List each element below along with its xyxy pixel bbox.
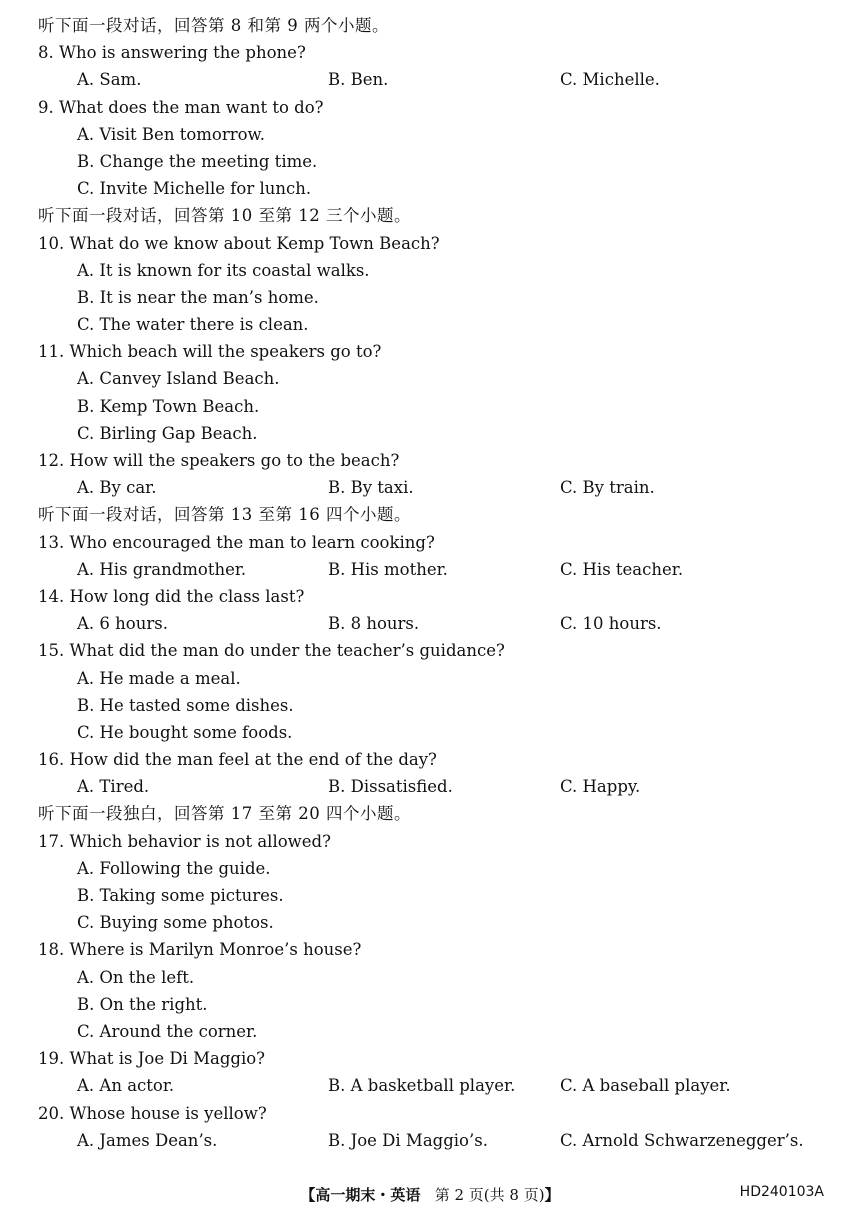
option-c: C. The water there is clean.: [77, 315, 309, 335]
option-c: C. By train.: [560, 478, 655, 498]
option-c: C. 10 hours.: [560, 614, 662, 634]
option-c: C. Michelle.: [560, 70, 660, 90]
question-11: 11. Which beach will the speakers go to?: [38, 342, 382, 362]
option-a: A. Following the guide.: [77, 858, 271, 878]
option-c: C. Happy.: [560, 777, 641, 797]
footer-label: [0, 1184, 860, 1205]
options-row: [38, 556, 838, 583]
footer-bracket-close: 】: [544, 1186, 560, 1204]
option-b: B. Ben.: [328, 70, 389, 90]
section-heading: 听下面一段对话，回答第 13 至第 16 四个小题。: [38, 505, 411, 525]
option-b: B. 8 hours.: [328, 614, 420, 634]
option-b: B. On the right.: [77, 994, 208, 1014]
option-b: B. Change the meeting time.: [77, 151, 318, 171]
question-15: 15. What did the man do under the teacher’s guidance?: [38, 641, 505, 661]
option-b: B. A basketball player.: [328, 1076, 516, 1096]
section-heading: 听下面一段对话，回答第 8 和第 9 两个小题。: [38, 16, 389, 35]
question-list: [38, 12, 838, 1154]
option-c: C. Birling Gap Beach.: [77, 423, 258, 443]
question-14: 14. How long did the class last?: [38, 586, 305, 606]
section-heading: 听下面一段独白，回答第 17 至第 20 四个小题。: [38, 804, 411, 824]
option-a: A. By car.: [77, 478, 157, 498]
page-footer: [0, 1184, 860, 1208]
option-c: C. His teacher.: [560, 559, 684, 579]
options-row: [38, 66, 838, 93]
option-b: B. It is near the man’s home.: [77, 287, 319, 307]
option-a: A. His grandmother.: [77, 559, 247, 579]
option-a: A. Visit Ben tomorrow.: [77, 124, 265, 144]
footer-page-info: 第 2 页(共 8 页): [434, 1186, 545, 1204]
option-a: A. James Dean’s.: [77, 1130, 218, 1150]
option-a: A. Sam.: [77, 70, 142, 90]
option-a: A. 6 hours.: [77, 614, 168, 634]
option-b: B. His mother.: [328, 559, 448, 579]
options-row: [38, 610, 838, 637]
question-12: 12. How will the speakers go to the beach?: [38, 451, 400, 470]
question-17: 17. Which behavior is not allowed?: [38, 831, 331, 851]
option-c: C. A baseball player.: [560, 1076, 731, 1096]
option-c: C. Invite Michelle for lunch.: [77, 179, 312, 199]
question-8: 8. Who is answering the phone?: [38, 43, 306, 63]
options-row: [38, 1127, 838, 1154]
question-9: 9. What does the man want to do?: [38, 97, 324, 117]
option-a: A. He made a meal.: [77, 668, 241, 688]
section-heading: 听下面一段对话，回答第 10 至第 12 三个小题。: [38, 206, 411, 226]
options-row: [38, 474, 838, 501]
option-c: C. He bought some foods.: [77, 722, 293, 742]
question-10: 10. What do we know about Kemp Town Beach?: [38, 233, 440, 253]
option-c: C. Arnold Schwarzenegger’s.: [560, 1130, 804, 1150]
option-b: B. By taxi.: [328, 478, 414, 498]
footer-exam-code: HD240103A: [739, 1184, 824, 1200]
footer-bracket-open: 【: [300, 1186, 316, 1204]
option-a: A. On the left.: [77, 967, 195, 987]
question-20: 20. Whose house is yellow?: [38, 1103, 267, 1123]
option-a: A. Tired.: [77, 777, 150, 797]
option-a: A. An actor.: [77, 1076, 175, 1096]
question-18: 18. Where is Marilyn Monroe’s house?: [38, 940, 362, 960]
option-c: C. Around the corner.: [77, 1021, 258, 1041]
option-b: B. He tasted some dishes.: [77, 695, 294, 715]
question-16: 16. How did the man feel at the end of the day?: [38, 750, 437, 770]
question-19: 19. What is Joe Di Maggio?: [38, 1049, 265, 1069]
footer-course: 高一期末・英语: [315, 1186, 421, 1204]
option-b: B. Dissatisfied.: [328, 777, 453, 797]
option-a: A. Canvey Island Beach.: [77, 369, 280, 389]
option-b: B. Joe Di Maggio’s.: [328, 1130, 488, 1150]
options-row: [38, 773, 838, 800]
option-b: B. Kemp Town Beach.: [77, 396, 260, 416]
options-row: [38, 1072, 838, 1099]
option-b: B. Taking some pictures.: [77, 886, 284, 905]
option-c: C. Buying some photos.: [77, 913, 274, 933]
option-a: A. It is known for its coastal walks.: [77, 260, 370, 280]
question-13: 13. Who encouraged the man to learn cooking?: [38, 532, 435, 552]
